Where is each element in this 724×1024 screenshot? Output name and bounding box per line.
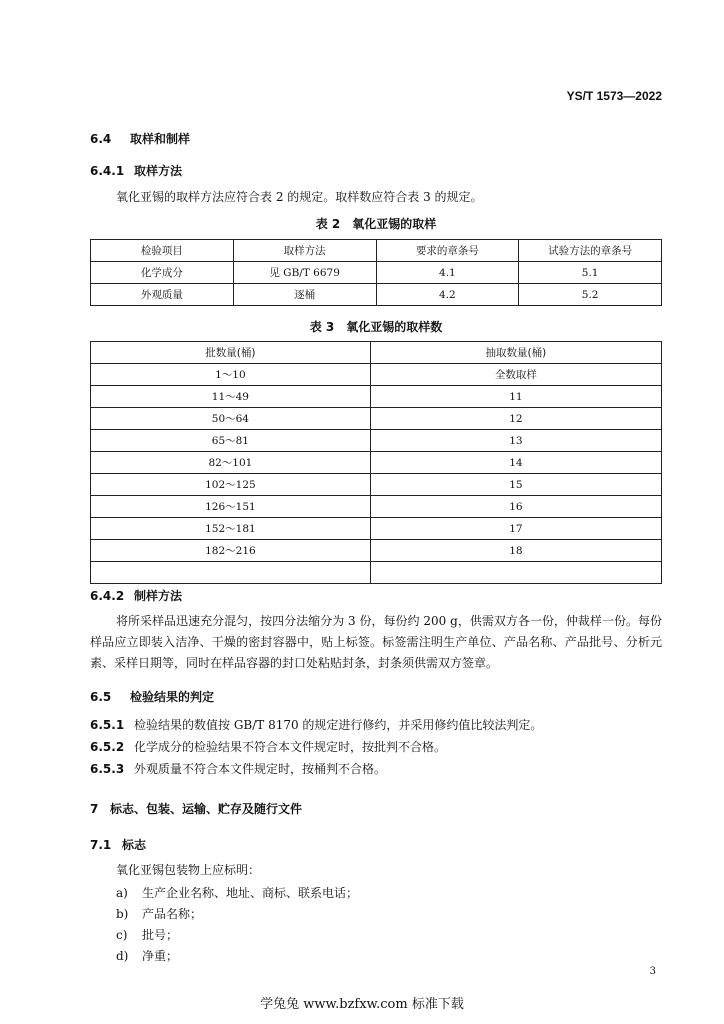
table-row — [91, 386, 662, 408]
table-cell: 12 — [370, 408, 661, 430]
table-cell: 11～49 — [91, 386, 371, 408]
list-item — [116, 926, 178, 943]
section-number: 7.1 — [90, 838, 112, 852]
sample-quantity-table — [90, 341, 662, 584]
section-number: 6.4 — [90, 132, 112, 146]
clause-number: 6.5.1 — [90, 718, 125, 732]
table-cell: 逐桶 — [233, 284, 376, 306]
table-cell: 18 — [370, 540, 661, 562]
list-item-label: b) — [116, 907, 129, 921]
table-cell: 16 — [370, 496, 661, 518]
sampling-table — [90, 239, 662, 306]
table-cell: 65～81 — [91, 430, 371, 452]
section-title: 标志、包装、运输、贮存及随行文件 — [110, 802, 303, 816]
section-6-4-1-heading — [90, 162, 182, 179]
list-item — [116, 884, 358, 901]
table-header-cell: 要求的章条号 — [376, 240, 519, 262]
table-cell: 11 — [370, 386, 661, 408]
list-item — [116, 947, 178, 964]
section-7-heading — [90, 800, 302, 817]
table-cell: 182～216 — [91, 540, 371, 562]
sample-preparation-paragraph: 将所采样品迅速充分混匀，按四分法缩分为 3 份，每份约 200 g，供需双方各一份，仲裁样一份。每份样品应立即装入洁净、干燥的密封容器中，贴上标签。标签需注明生产单位、产品名称、产品批号、分析元素、采样日期等，同时在样品容器的封口处粘贴封条，封条须供需双方签章。 — [90, 614, 662, 670]
table-cell: 5.2 — [519, 284, 662, 306]
table3-caption: 表 3 氧化亚锡的取样数 — [309, 320, 443, 334]
section-6-4-heading — [90, 130, 190, 147]
table-row — [91, 364, 662, 386]
section-title: 标志 — [122, 838, 147, 852]
list-item — [116, 905, 202, 922]
clause-6-5-2 — [90, 738, 446, 755]
section-title: 取样方法 — [134, 164, 183, 178]
table-cell: 4.1 — [376, 262, 519, 284]
section-7-1-heading — [90, 836, 146, 853]
table-header-row — [91, 240, 662, 262]
section-number: 7 — [90, 802, 99, 816]
table-cell: 13 — [370, 430, 661, 452]
table-cell: 82～101 — [91, 452, 371, 474]
list-item-text: 批号； — [142, 928, 179, 942]
section-6-4-2-heading — [90, 587, 182, 604]
section-number: 6.5 — [90, 690, 112, 704]
table-cell: 外观质量 — [91, 284, 234, 306]
table-row — [91, 430, 662, 452]
section-6-5-heading — [90, 688, 214, 705]
table-cell: 152～181 — [91, 518, 371, 540]
table-cell — [370, 562, 661, 584]
section-title: 取样和制样 — [130, 132, 191, 146]
list-item-label: d) — [116, 949, 129, 963]
clause-6-5-3 — [90, 760, 386, 777]
table-header-cell: 取样方法 — [233, 240, 376, 262]
table-cell: 102～125 — [91, 474, 371, 496]
table-row — [91, 474, 662, 496]
clause-text: 检验结果的数值按 GB/T 8170 的规定进行修约，并采用修约值比较法判定。 — [134, 718, 543, 732]
table-cell: 50～64 — [91, 408, 371, 430]
table-cell: 化学成分 — [91, 262, 234, 284]
list-item-text: 生产企业名称、地址、商标、联系电话； — [142, 886, 359, 900]
section-title: 制样方法 — [134, 589, 183, 603]
table-cell: 见 GB/T 6679 — [233, 262, 376, 284]
footer-watermark: 学兔兔 www.bzfxw.com 标准下载 — [260, 997, 464, 1012]
section-number: 6.4.1 — [90, 164, 125, 178]
table-row — [91, 408, 662, 430]
table-header-cell: 试验方法的章条号 — [519, 240, 662, 262]
table-row — [91, 518, 662, 540]
table-header-cell: 抽取数量(桶) — [370, 342, 661, 364]
table-cell: 全数取样 — [370, 364, 661, 386]
table-row — [91, 452, 662, 474]
clause-number: 6.5.2 — [90, 740, 125, 754]
table-row — [91, 562, 662, 584]
document-code: YS/T 1573—2022 — [566, 89, 662, 103]
table-row — [91, 284, 662, 306]
table-header-cell: 批数量(桶) — [91, 342, 371, 364]
clause-text: 化学成分的检验结果不符合本文件规定时，按批判不合格。 — [134, 740, 447, 754]
marking-intro: 氧化亚锡包装物上应标明： — [116, 863, 261, 877]
table-row — [91, 496, 662, 518]
table-cell — [91, 562, 371, 584]
table-cell: 14 — [370, 452, 661, 474]
clause-number: 6.5.3 — [90, 762, 125, 776]
table-row — [91, 540, 662, 562]
sampling-method-text: 氧化亚锡的取样方法应符合表 2 的规定。取样数应符合表 3 的规定。 — [116, 190, 483, 204]
section-number: 6.4.2 — [90, 589, 125, 603]
table-row — [91, 262, 662, 284]
table-cell: 5.1 — [519, 262, 662, 284]
table-header-row — [91, 342, 662, 364]
list-item-label: c) — [116, 928, 128, 942]
table2-caption: 表 2 氧化亚锡的取样 — [315, 217, 437, 231]
table-cell: 126～151 — [91, 496, 371, 518]
table-header-cell: 检验项目 — [91, 240, 234, 262]
table-cell: 17 — [370, 518, 661, 540]
list-item-label: a) — [116, 886, 128, 900]
page-number: 3 — [649, 966, 656, 977]
section-title: 检验结果的判定 — [130, 690, 215, 704]
clause-6-5-1 — [90, 716, 542, 733]
table-cell: 15 — [370, 474, 661, 496]
list-item-text: 净重； — [142, 949, 179, 963]
table-cell: 1～10 — [91, 364, 371, 386]
list-item-text: 产品名称； — [142, 907, 203, 921]
table-cell: 4.2 — [376, 284, 519, 306]
clause-text: 外观质量不符合本文件规定时，按桶判不合格。 — [134, 762, 387, 776]
